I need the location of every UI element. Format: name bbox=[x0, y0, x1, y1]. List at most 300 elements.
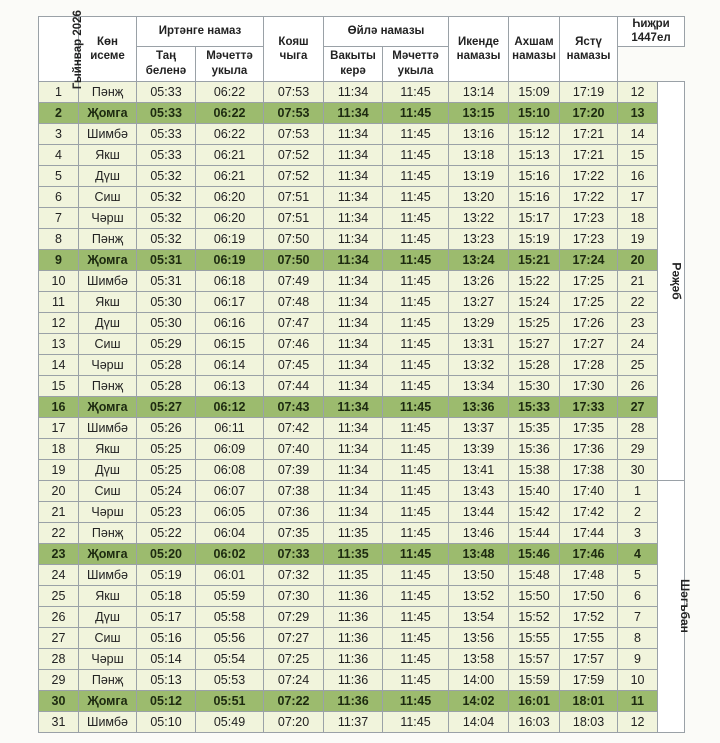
day-name-cell: Якш bbox=[79, 585, 137, 606]
sunrise-time-cell: 07:25 bbox=[264, 648, 324, 669]
afternoon-time-cell: 13:54 bbox=[449, 606, 509, 627]
table-row bbox=[39, 564, 685, 585]
evening-time-cell: 15:48 bbox=[509, 564, 560, 585]
morning-mosque-time-cell: 06:13 bbox=[196, 375, 264, 396]
table-row bbox=[39, 312, 685, 333]
hijri-day-cell: 12 bbox=[618, 81, 658, 102]
dawn-time-cell: 05:31 bbox=[137, 249, 196, 270]
noon-mosque-time-cell: 11:45 bbox=[383, 690, 449, 711]
noon-mosque-time-cell: 11:45 bbox=[383, 207, 449, 228]
table-row bbox=[39, 417, 685, 438]
noon-time-cell: 11:34 bbox=[324, 459, 383, 480]
noon-mosque-time-cell: 11:45 bbox=[383, 627, 449, 648]
sunrise-time-cell: 07:50 bbox=[264, 249, 324, 270]
morning-mosque-time-cell: 05:51 bbox=[196, 690, 264, 711]
night-time-cell: 18:01 bbox=[560, 690, 618, 711]
night-time-cell: 17:19 bbox=[560, 81, 618, 102]
noon-mosque-time-cell: 11:45 bbox=[383, 270, 449, 291]
evening-time-cell: 15:42 bbox=[509, 501, 560, 522]
evening-time-cell: 15:13 bbox=[509, 144, 560, 165]
hijri-day-cell: 27 bbox=[618, 396, 658, 417]
afternoon-time-cell: 13:52 bbox=[449, 585, 509, 606]
day-number-cell: 15 bbox=[39, 375, 79, 396]
sunrise-time-cell: 07:53 bbox=[264, 81, 324, 102]
night-time-cell: 17:35 bbox=[560, 417, 618, 438]
noon-time-cell: 11:36 bbox=[324, 627, 383, 648]
noon-mosque-time-cell: 11:45 bbox=[383, 312, 449, 333]
noon-time-cell: 11:34 bbox=[324, 375, 383, 396]
day-name-cell: Җомга bbox=[79, 102, 137, 123]
day-number-cell: 1 bbox=[39, 81, 79, 102]
evening-time-cell: 15:44 bbox=[509, 522, 560, 543]
noon-mosque-time-cell: 11:45 bbox=[383, 711, 449, 732]
morning-mosque-time-cell: 06:21 bbox=[196, 144, 264, 165]
evening-time-cell: 15:46 bbox=[509, 543, 560, 564]
morning-mosque-time-cell: 06:14 bbox=[196, 354, 264, 375]
day-name-cell: Чәрш bbox=[79, 354, 137, 375]
noon-mosque-time-cell: 11:45 bbox=[383, 396, 449, 417]
day-name-cell: Чәрш bbox=[79, 648, 137, 669]
hijri-day-cell: 20 bbox=[618, 249, 658, 270]
sunrise-time-cell: 07:45 bbox=[264, 354, 324, 375]
noon-mosque-header: Мәчеттә укыла bbox=[383, 46, 449, 81]
sunrise-time-cell: 07:36 bbox=[264, 501, 324, 522]
hijri-day-cell: 25 bbox=[618, 354, 658, 375]
noon-mosque-time-cell: 11:45 bbox=[383, 669, 449, 690]
table-row bbox=[39, 669, 685, 690]
table-row-friday bbox=[39, 102, 685, 123]
night-time-cell: 17:42 bbox=[560, 501, 618, 522]
day-name-cell: Сиш bbox=[79, 186, 137, 207]
afternoon-time-cell: 13:27 bbox=[449, 291, 509, 312]
night-time-cell: 17:24 bbox=[560, 249, 618, 270]
night-time-cell: 17:48 bbox=[560, 564, 618, 585]
sunrise-time-cell: 07:49 bbox=[264, 270, 324, 291]
noon-time-header: Вакыты керә bbox=[324, 46, 383, 81]
day-name-cell: Пәнҗ bbox=[79, 81, 137, 102]
table-row bbox=[39, 291, 685, 312]
evening-time-cell: 15:50 bbox=[509, 585, 560, 606]
dawn-time-cell: 05:12 bbox=[137, 690, 196, 711]
morning-mosque-time-cell: 05:53 bbox=[196, 669, 264, 690]
hijri-day-cell: 5 bbox=[618, 564, 658, 585]
dawn-time-cell: 05:32 bbox=[137, 228, 196, 249]
table-row bbox=[39, 627, 685, 648]
table-row bbox=[39, 186, 685, 207]
morning-mosque-time-cell: 06:02 bbox=[196, 543, 264, 564]
day-name-cell: Дүш bbox=[79, 165, 137, 186]
evening-time-cell: 15:12 bbox=[509, 123, 560, 144]
afternoon-prayer-header: Икенде намазы bbox=[449, 17, 509, 82]
table-row bbox=[39, 522, 685, 543]
day-name-cell: Шимбә bbox=[79, 564, 137, 585]
noon-time-cell: 11:34 bbox=[324, 81, 383, 102]
noon-time-cell: 11:36 bbox=[324, 648, 383, 669]
morning-mosque-time-cell: 06:15 bbox=[196, 333, 264, 354]
table-row bbox=[39, 585, 685, 606]
noon-mosque-time-cell: 11:45 bbox=[383, 186, 449, 207]
night-time-cell: 17:20 bbox=[560, 102, 618, 123]
evening-time-cell: 15:59 bbox=[509, 669, 560, 690]
hijri-day-cell: 16 bbox=[618, 165, 658, 186]
dawn-time-cell: 05:30 bbox=[137, 291, 196, 312]
afternoon-time-cell: 13:56 bbox=[449, 627, 509, 648]
noon-time-cell: 11:36 bbox=[324, 690, 383, 711]
table-row bbox=[39, 228, 685, 249]
dawn-time-cell: 05:25 bbox=[137, 438, 196, 459]
noon-time-cell: 11:34 bbox=[324, 228, 383, 249]
noon-mosque-time-cell: 11:45 bbox=[383, 144, 449, 165]
morning-mosque-time-cell: 06:18 bbox=[196, 270, 264, 291]
dawn-time-cell: 05:10 bbox=[137, 711, 196, 732]
hijri-day-cell: 30 bbox=[618, 459, 658, 480]
night-time-cell: 17:55 bbox=[560, 627, 618, 648]
morning-mosque-time-cell: 06:07 bbox=[196, 480, 264, 501]
day-name-cell: Пәнҗ bbox=[79, 522, 137, 543]
table-row-friday bbox=[39, 396, 685, 417]
table-row bbox=[39, 123, 685, 144]
hijri-day-cell: 19 bbox=[618, 228, 658, 249]
hijri-day-cell: 21 bbox=[618, 270, 658, 291]
day-name-cell: Шимбә bbox=[79, 270, 137, 291]
night-time-cell: 18:03 bbox=[560, 711, 618, 732]
noon-mosque-time-cell: 11:45 bbox=[383, 291, 449, 312]
evening-time-cell: 15:27 bbox=[509, 333, 560, 354]
afternoon-time-cell: 13:15 bbox=[449, 102, 509, 123]
morning-mosque-time-cell: 06:09 bbox=[196, 438, 264, 459]
dawn-time-cell: 05:20 bbox=[137, 543, 196, 564]
day-number-cell: 25 bbox=[39, 585, 79, 606]
evening-time-cell: 15:25 bbox=[509, 312, 560, 333]
afternoon-time-cell: 13:50 bbox=[449, 564, 509, 585]
noon-mosque-time-cell: 11:45 bbox=[383, 585, 449, 606]
day-number-cell: 10 bbox=[39, 270, 79, 291]
noon-mosque-time-cell: 11:45 bbox=[383, 123, 449, 144]
morning-mosque-time-cell: 05:58 bbox=[196, 606, 264, 627]
night-time-cell: 17:25 bbox=[560, 270, 618, 291]
noon-time-cell: 11:34 bbox=[324, 417, 383, 438]
hijri-day-cell: 24 bbox=[618, 333, 658, 354]
day-name-cell: Чәрш bbox=[79, 207, 137, 228]
hijri-day-cell: 26 bbox=[618, 375, 658, 396]
afternoon-time-cell: 13:58 bbox=[449, 648, 509, 669]
afternoon-time-cell: 14:04 bbox=[449, 711, 509, 732]
day-number-cell: 22 bbox=[39, 522, 79, 543]
sunrise-time-cell: 07:46 bbox=[264, 333, 324, 354]
morning-mosque-time-cell: 06:22 bbox=[196, 102, 264, 123]
noon-time-cell: 11:36 bbox=[324, 585, 383, 606]
night-time-cell: 17:59 bbox=[560, 669, 618, 690]
night-time-cell: 17:21 bbox=[560, 123, 618, 144]
evening-time-cell: 15:36 bbox=[509, 438, 560, 459]
afternoon-time-cell: 13:18 bbox=[449, 144, 509, 165]
noon-time-cell: 11:35 bbox=[324, 564, 383, 585]
morning-mosque-time-cell: 06:20 bbox=[196, 207, 264, 228]
night-time-cell: 17:36 bbox=[560, 438, 618, 459]
day-name-cell: Якш bbox=[79, 144, 137, 165]
morning-mosque-time-cell: 06:19 bbox=[196, 249, 264, 270]
sunrise-time-cell: 07:30 bbox=[264, 585, 324, 606]
day-name-cell: Җомга bbox=[79, 543, 137, 564]
table-body bbox=[39, 81, 692, 732]
night-time-cell: 17:50 bbox=[560, 585, 618, 606]
afternoon-time-cell: 13:41 bbox=[449, 459, 509, 480]
hijri-day-cell: 14 bbox=[618, 123, 658, 144]
day-name-cell: Чәрш bbox=[79, 501, 137, 522]
noon-time-cell: 11:36 bbox=[324, 669, 383, 690]
noon-mosque-time-cell: 11:45 bbox=[383, 438, 449, 459]
morning-mosque-time-cell: 06:11 bbox=[196, 417, 264, 438]
table-row bbox=[39, 501, 685, 522]
morning-mosque-time-cell: 06:22 bbox=[196, 81, 264, 102]
noon-mosque-time-cell: 11:45 bbox=[383, 606, 449, 627]
noon-time-cell: 11:34 bbox=[324, 102, 383, 123]
noon-mosque-time-cell: 11:45 bbox=[383, 501, 449, 522]
noon-prayer-group-header: Өйлә намазы bbox=[324, 17, 449, 47]
day-name-cell: Дүш bbox=[79, 312, 137, 333]
noon-mosque-time-cell: 11:45 bbox=[383, 522, 449, 543]
afternoon-time-cell: 13:23 bbox=[449, 228, 509, 249]
year-month-label: Гыйнвар 2026 bbox=[71, 9, 84, 89]
hijri-month-rajab-cell bbox=[658, 81, 685, 480]
day-number-cell: 17 bbox=[39, 417, 79, 438]
day-number-cell: 28 bbox=[39, 648, 79, 669]
day-name-cell: Якш bbox=[79, 438, 137, 459]
afternoon-time-cell: 13:31 bbox=[449, 333, 509, 354]
afternoon-time-cell: 13:32 bbox=[449, 354, 509, 375]
noon-mosque-time-cell: 11:45 bbox=[383, 81, 449, 102]
table-row bbox=[39, 144, 685, 165]
noon-time-cell: 11:34 bbox=[324, 186, 383, 207]
dawn-time-cell: 05:22 bbox=[137, 522, 196, 543]
noon-time-cell: 11:34 bbox=[324, 438, 383, 459]
noon-time-cell: 11:34 bbox=[324, 333, 383, 354]
evening-time-cell: 15:16 bbox=[509, 186, 560, 207]
night-time-cell: 17:30 bbox=[560, 375, 618, 396]
evening-time-cell: 15:35 bbox=[509, 417, 560, 438]
day-name-cell: Шимбә bbox=[79, 711, 137, 732]
noon-mosque-time-cell: 11:45 bbox=[383, 564, 449, 585]
sunrise-time-cell: 07:39 bbox=[264, 459, 324, 480]
evening-time-cell: 15:38 bbox=[509, 459, 560, 480]
morning-mosque-time-cell: 06:17 bbox=[196, 291, 264, 312]
morning-mosque-time-cell: 06:05 bbox=[196, 501, 264, 522]
dawn-time-cell: 05:33 bbox=[137, 123, 196, 144]
day-number-cell: 8 bbox=[39, 228, 79, 249]
morning-prayer-group-header: Иртәнге намаз bbox=[137, 17, 264, 47]
dawn-time-cell: 05:32 bbox=[137, 186, 196, 207]
morning-mosque-time-cell: 06:08 bbox=[196, 459, 264, 480]
evening-time-cell: 15:28 bbox=[509, 354, 560, 375]
dawn-time-cell: 05:28 bbox=[137, 375, 196, 396]
evening-time-cell: 16:01 bbox=[509, 690, 560, 711]
afternoon-time-cell: 13:37 bbox=[449, 417, 509, 438]
dawn-time-cell: 05:25 bbox=[137, 459, 196, 480]
day-number-cell: 27 bbox=[39, 627, 79, 648]
night-time-cell: 17:28 bbox=[560, 354, 618, 375]
sunrise-time-cell: 07:44 bbox=[264, 375, 324, 396]
evening-time-cell: 15:55 bbox=[509, 627, 560, 648]
hijri-day-cell: 28 bbox=[618, 417, 658, 438]
dawn-time-cell: 05:14 bbox=[137, 648, 196, 669]
night-time-cell: 17:38 bbox=[560, 459, 618, 480]
sunrise-time-cell: 07:35 bbox=[264, 522, 324, 543]
day-number-cell: 3 bbox=[39, 123, 79, 144]
hijri-day-cell: 8 bbox=[618, 627, 658, 648]
day-number-cell: 29 bbox=[39, 669, 79, 690]
noon-mosque-time-cell: 11:45 bbox=[383, 459, 449, 480]
dawn-time-cell: 05:18 bbox=[137, 585, 196, 606]
table-row-friday bbox=[39, 249, 685, 270]
night-time-cell: 17:26 bbox=[560, 312, 618, 333]
afternoon-time-cell: 13:19 bbox=[449, 165, 509, 186]
day-number-cell: 2 bbox=[39, 102, 79, 123]
afternoon-time-cell: 13:22 bbox=[449, 207, 509, 228]
afternoon-time-cell: 13:46 bbox=[449, 522, 509, 543]
table-row bbox=[39, 333, 685, 354]
afternoon-time-cell: 13:44 bbox=[449, 501, 509, 522]
dawn-time-cell: 05:19 bbox=[137, 564, 196, 585]
dawn-time-cell: 05:24 bbox=[137, 480, 196, 501]
sunrise-time-cell: 07:52 bbox=[264, 144, 324, 165]
afternoon-time-cell: 13:29 bbox=[449, 312, 509, 333]
day-name-cell: Шимбә bbox=[79, 123, 137, 144]
table-row-friday bbox=[39, 543, 685, 564]
day-number-cell: 23 bbox=[39, 543, 79, 564]
evening-time-cell: 15:09 bbox=[509, 81, 560, 102]
night-time-cell: 17:44 bbox=[560, 522, 618, 543]
day-name-cell: Җомга bbox=[79, 249, 137, 270]
sunrise-time-cell: 07:43 bbox=[264, 396, 324, 417]
day-name-cell: Пәнҗ bbox=[79, 375, 137, 396]
afternoon-time-cell: 13:14 bbox=[449, 81, 509, 102]
day-number-cell: 26 bbox=[39, 606, 79, 627]
night-time-cell: 17:40 bbox=[560, 480, 618, 501]
table-row bbox=[39, 459, 685, 480]
morning-mosque-time-cell: 06:22 bbox=[196, 123, 264, 144]
hijri-day-cell: 1 bbox=[618, 480, 658, 501]
day-number-cell: 14 bbox=[39, 354, 79, 375]
day-number-cell: 12 bbox=[39, 312, 79, 333]
noon-time-cell: 11:34 bbox=[324, 207, 383, 228]
noon-time-cell: 11:35 bbox=[324, 522, 383, 543]
morning-mosque-time-cell: 05:54 bbox=[196, 648, 264, 669]
noon-time-cell: 11:35 bbox=[324, 543, 383, 564]
evening-time-cell: 15:33 bbox=[509, 396, 560, 417]
night-time-cell: 17:57 bbox=[560, 648, 618, 669]
morning-mosque-time-cell: 06:19 bbox=[196, 228, 264, 249]
evening-time-cell: 15:57 bbox=[509, 648, 560, 669]
afternoon-time-cell: 13:43 bbox=[449, 480, 509, 501]
day-number-cell: 11 bbox=[39, 291, 79, 312]
day-name-cell: Җомга bbox=[79, 396, 137, 417]
noon-mosque-time-cell: 11:45 bbox=[383, 333, 449, 354]
dawn-time-cell: 05:28 bbox=[137, 354, 196, 375]
noon-mosque-time-cell: 11:45 bbox=[383, 165, 449, 186]
day-number-cell: 7 bbox=[39, 207, 79, 228]
evening-time-cell: 15:19 bbox=[509, 228, 560, 249]
hijri-day-cell: 11 bbox=[618, 690, 658, 711]
day-name-cell: Пәнҗ bbox=[79, 669, 137, 690]
morning-mosque-time-cell: 06:01 bbox=[196, 564, 264, 585]
sunrise-time-cell: 07:38 bbox=[264, 480, 324, 501]
day-number-cell: 20 bbox=[39, 480, 79, 501]
noon-time-cell: 11:34 bbox=[324, 270, 383, 291]
table-row-friday bbox=[39, 690, 685, 711]
noon-mosque-time-cell: 11:45 bbox=[383, 102, 449, 123]
noon-mosque-time-cell: 11:45 bbox=[383, 543, 449, 564]
day-number-cell: 16 bbox=[39, 396, 79, 417]
evening-prayer-header: Ахшам намазы bbox=[509, 17, 560, 82]
noon-time-cell: 11:36 bbox=[324, 606, 383, 627]
morning-mosque-header: Мәчеттә укыла bbox=[196, 46, 264, 81]
day-name-cell: Дүш bbox=[79, 459, 137, 480]
dawn-time-cell: 05:29 bbox=[137, 333, 196, 354]
evening-time-cell: 15:21 bbox=[509, 249, 560, 270]
night-time-cell: 17:52 bbox=[560, 606, 618, 627]
noon-time-cell: 11:34 bbox=[324, 480, 383, 501]
night-time-cell: 17:23 bbox=[560, 207, 618, 228]
night-time-cell: 17:22 bbox=[560, 186, 618, 207]
hijri-day-cell: 3 bbox=[618, 522, 658, 543]
morning-mosque-time-cell: 05:49 bbox=[196, 711, 264, 732]
hijri-day-cell: 12 bbox=[618, 711, 658, 732]
sunrise-header: Кояш чыга bbox=[264, 17, 324, 82]
day-number-cell: 13 bbox=[39, 333, 79, 354]
dawn-time-cell: 05:31 bbox=[137, 270, 196, 291]
table-row bbox=[39, 165, 685, 186]
dawn-time-cell: 05:23 bbox=[137, 501, 196, 522]
hijri-month-shaaban-cell bbox=[658, 480, 692, 732]
noon-mosque-time-cell: 11:45 bbox=[383, 228, 449, 249]
hijri-day-cell: 13 bbox=[618, 102, 658, 123]
morning-mosque-time-cell: 06:21 bbox=[196, 165, 264, 186]
night-time-cell: 17:27 bbox=[560, 333, 618, 354]
dawn-time-cell: 05:33 bbox=[137, 81, 196, 102]
table-row bbox=[39, 648, 685, 669]
hijri-day-cell: 7 bbox=[618, 606, 658, 627]
sunrise-time-cell: 07:51 bbox=[264, 207, 324, 228]
table-header bbox=[39, 9, 685, 89]
table-row bbox=[39, 438, 685, 459]
noon-mosque-time-cell: 11:45 bbox=[383, 417, 449, 438]
dawn-time-cell: 05:32 bbox=[137, 165, 196, 186]
morning-mosque-time-cell: 05:56 bbox=[196, 627, 264, 648]
hijri-day-cell: 4 bbox=[618, 543, 658, 564]
day-name-cell: Дүш bbox=[79, 606, 137, 627]
afternoon-time-cell: 13:36 bbox=[449, 396, 509, 417]
night-time-cell: 17:46 bbox=[560, 543, 618, 564]
day-number-cell: 30 bbox=[39, 690, 79, 711]
sunrise-time-cell: 07:51 bbox=[264, 186, 324, 207]
evening-time-cell: 15:22 bbox=[509, 270, 560, 291]
day-name-cell: Якш bbox=[79, 291, 137, 312]
evening-time-cell: 15:17 bbox=[509, 207, 560, 228]
hijri-month-label: Рәҗәб bbox=[669, 262, 684, 300]
sunrise-time-cell: 07:53 bbox=[264, 123, 324, 144]
day-name-header: Көн исеме bbox=[79, 17, 137, 82]
dawn-time-cell: 05:26 bbox=[137, 417, 196, 438]
dawn-time-cell: 05:33 bbox=[137, 102, 196, 123]
day-number-cell: 19 bbox=[39, 459, 79, 480]
day-number-cell: 18 bbox=[39, 438, 79, 459]
hijri-month-label: Шәгъбан bbox=[677, 579, 692, 634]
hijri-day-cell: 17 bbox=[618, 186, 658, 207]
dawn-time-cell: 05:32 bbox=[137, 207, 196, 228]
noon-time-cell: 11:34 bbox=[324, 501, 383, 522]
hijri-header: Һиҗри 1447ел bbox=[618, 17, 685, 47]
table-row bbox=[39, 606, 685, 627]
